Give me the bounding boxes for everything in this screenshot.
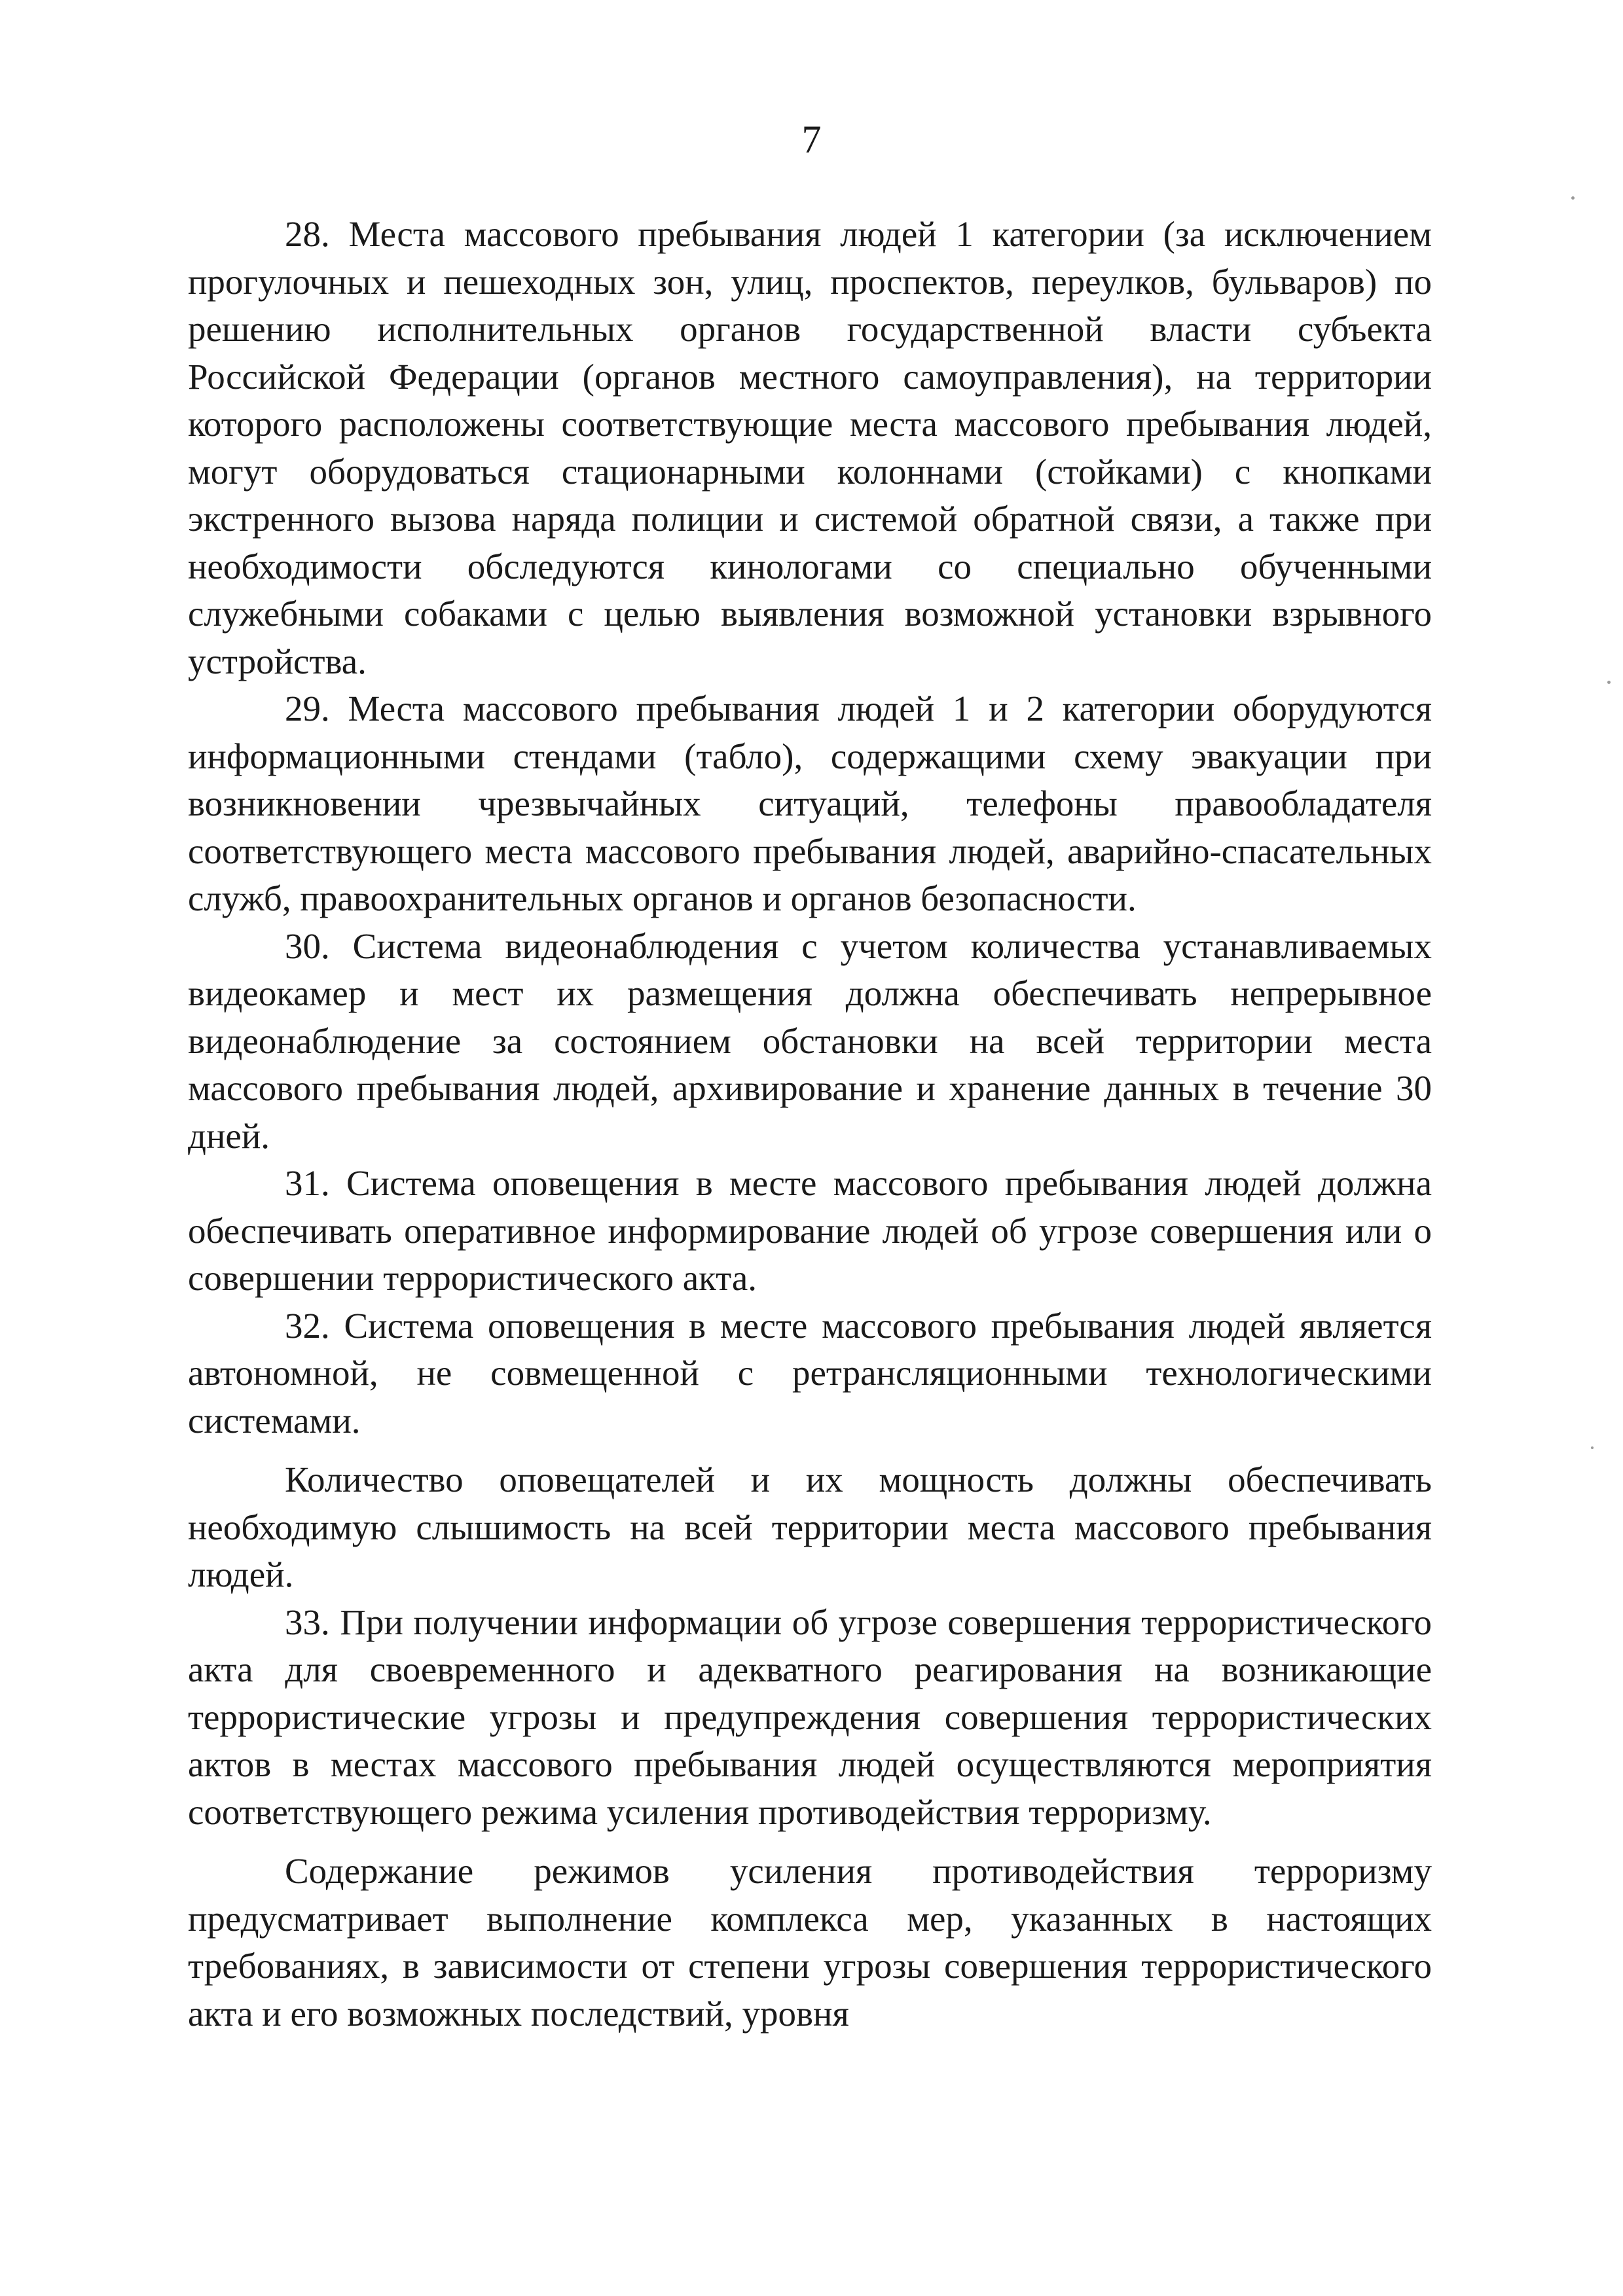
document-body <box>188 211 1432 2037</box>
page-number: 7 <box>801 118 822 161</box>
paragraph-32-continued: Количество оповещателей и их мощность должны обеспечивать необходимую слышимость на всей территории места массового пребывания людей. <box>188 1460 1432 1594</box>
scan-speck <box>1571 196 1575 200</box>
paragraph-30: 30. Система видеонаблюдения с учетом количества устанавливаемых видеокамер и мест их размещения должна обеспечивать непрерывное видеонаблюдение за состоянием обстановки на всей территории места массового пребывания людей, архивирование и хранение данных в течение 30 дней. <box>188 925 1432 1156</box>
paragraph-31: 31. Система оповещения в месте массового пребывания людей должна обеспечивать оперативное информирование людей об угрозе совершения или о совершении террористического акта. <box>188 1163 1432 1298</box>
scan-speck <box>1591 1446 1594 1449</box>
paragraph-28: 28. Места массового пребывания людей 1 категории (за исключением прогулочных и пешеходных зон, улиц, проспектов, переулков, бульваров) по решению исполнительных органов государственной власти субъекта Российской Федерации (органов местного самоуправления), на территории которого расположены соответствующие места массового пребывания людей, могут оборудоваться стационарными колоннами (стойками) с кнопками экстренного вызова наряда полиции и системой обратной связи, а также при необходимости обследуются кинологами со специально обученными служебными собаками с целью выявления возможной установки взрывного устройства. <box>188 214 1432 681</box>
scan-speck <box>1607 681 1611 684</box>
paragraph-29: 29. Места массового пребывания людей 1 и 2 категории оборудуются информационными стендами (табло), содержащими схему эвакуации при возникновении чрезвычайных ситуаций, телефоны правообладателя соответствующего места массового пребывания людей, аварийно-спасательных служб, правоохранительных органов и органов безопасности. <box>188 689 1432 918</box>
paragraph-32: 32. Система оповещения в месте массового пребывания людей является автономной, не совмещенной с ретрансляционными технологическими системами. <box>188 1305 1432 1441</box>
paragraph-33-continued: Содержание режимов усиления противодействия терроризму предусматривает выполнение комплекса мер, указанных в настоящих требованиях, в зависимости от степени угрозы совершения террористического акта и его возможных последствий, уровня <box>188 1851 1432 2034</box>
paragraph-33: 33. При получении информации об угрозе совершения террористического акта для своевременного и адекватного реагирования на возникающие террористические угрозы и предупреждения совершения террористических актов в местах массового пребывания людей осуществляются мероприятия соответствующего режима усиления противодействия терроризму. <box>188 1602 1432 1832</box>
